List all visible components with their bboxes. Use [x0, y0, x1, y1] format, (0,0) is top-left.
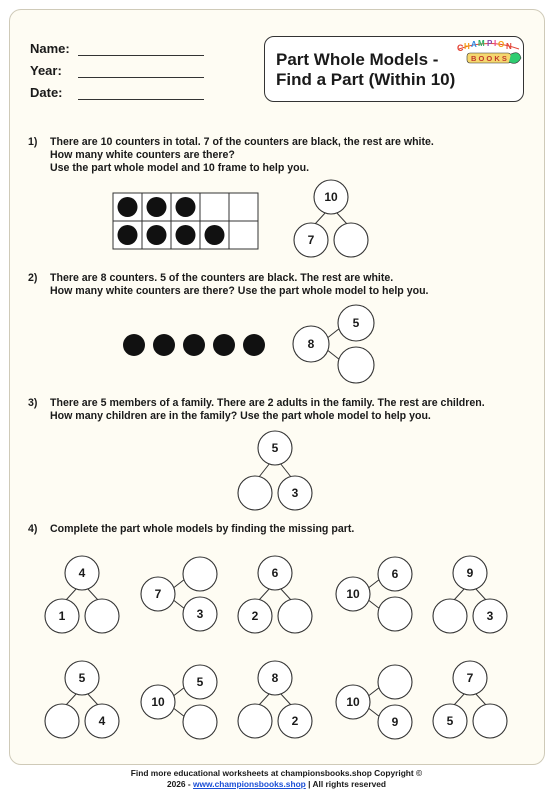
black-counter — [213, 334, 235, 356]
question-2-number: 2) — [28, 272, 38, 284]
q4-model-part-circle-number: 3 — [196, 607, 204, 622]
q4-model-whole-circle-number: 6 — [271, 566, 279, 581]
q4-model-part-circle-number: 2 — [291, 714, 299, 729]
footer-line-2 — [0, 779, 553, 790]
question-2-text-line: There are 8 counters. 5 of the counters are black. The rest are white. — [50, 272, 394, 284]
q4-model-part-circle-number: 5 — [196, 675, 204, 690]
svg-text:O: O — [498, 40, 505, 49]
q1-model-branch — [336, 212, 347, 224]
q4-model-part-circle — [85, 599, 119, 633]
question-4-text-line: Complete the part whole models by finding the missing part. — [50, 523, 355, 535]
q4-model-branch — [66, 693, 77, 705]
question-3-text-line: How many children are in the family? Use the part whole model to help you. — [50, 410, 431, 422]
black-counter — [176, 225, 196, 245]
q1-model-branch — [315, 212, 326, 224]
svg-text:A: A — [471, 40, 477, 49]
footer-rights: | All rights reserved — [305, 779, 387, 789]
q4-model-part-circle — [238, 704, 272, 738]
q2-model-part-circle-number: 5 — [352, 316, 360, 331]
question-1-text-line: How many white counters are there? — [50, 149, 235, 161]
q2-model-whole-circle-number: 8 — [307, 337, 315, 352]
q4-model-branch — [87, 588, 98, 600]
title-line-2: Find a Part (Within 10) — [276, 70, 456, 89]
q4-model-whole-circle-number: 5 — [78, 671, 86, 686]
q2-model-part-circle — [338, 347, 374, 383]
q4-model-part-circle-number: 9 — [391, 715, 399, 730]
black-counter — [176, 197, 196, 217]
title-line-1: Part Whole Models - — [276, 50, 439, 69]
question-3-text-line: There are 5 members of a family. There are 2 adults in the family. The rest are children. — [50, 397, 485, 409]
year-label: Year: — [30, 63, 62, 78]
q4-model-part-circle — [278, 599, 312, 633]
q3-model-branch — [280, 463, 291, 477]
black-counter — [153, 334, 175, 356]
q4-model-branch — [454, 693, 465, 705]
q4-model-part-circle — [183, 705, 217, 739]
date-label: Date: — [30, 85, 63, 100]
footer-year: 2026 - — [166, 779, 194, 789]
q4-model-whole-circle-number: 4 — [78, 566, 86, 581]
black-counter — [205, 225, 225, 245]
q4-model-branch — [475, 588, 486, 600]
svg-text:N: N — [506, 42, 512, 51]
q4-model-part-circle — [473, 704, 507, 738]
q4-model-whole-circle-number: 7 — [154, 587, 162, 602]
q4-model-whole-circle-number: 10 — [346, 587, 360, 602]
q4-model-part-circle — [378, 597, 412, 631]
q4-model-whole-circle-number: 10 — [346, 695, 360, 710]
svg-text:C: C — [457, 43, 464, 53]
question-2-text-line: How many white counters are there? Use the part whole model to help you. — [50, 285, 429, 297]
svg-text:I: I — [494, 40, 497, 48]
q3-model-whole-circle-number: 5 — [271, 441, 279, 456]
q4-model-part-circle — [45, 704, 79, 738]
black-counter — [147, 225, 167, 245]
footer-line-1: Find more educational worksheets at championsbooks.shop Copyright © — [130, 768, 423, 778]
q1-model-whole-circle-number: 10 — [324, 190, 338, 205]
q3-model-part-circle — [238, 476, 272, 510]
question-4-number: 4) — [28, 523, 38, 535]
q4-model-part-circle-number: 4 — [98, 714, 106, 729]
q4-model-branch — [280, 693, 291, 705]
q4-model-part-circle-number: 1 — [58, 609, 66, 624]
q4-model-part-circle-number: 2 — [251, 609, 259, 624]
q3-model-branch — [259, 463, 270, 477]
name-label: Name: — [30, 41, 70, 56]
svg-text:H: H — [464, 42, 470, 51]
black-counter — [123, 334, 145, 356]
q4-model-branch — [259, 588, 270, 600]
q4-model-whole-circle-number: 9 — [466, 566, 474, 581]
black-counter — [243, 334, 265, 356]
q1-model-part-circle-number: 7 — [307, 233, 315, 248]
q4-model-whole-circle-number: 8 — [271, 671, 279, 686]
black-counter — [118, 197, 138, 217]
q4-model-branch — [259, 693, 270, 705]
q4-model-part-circle-number: 3 — [486, 609, 494, 624]
black-counter — [183, 334, 205, 356]
svg-text:B O O K S: B O O K S — [471, 54, 507, 63]
question-1-text-line: There are 10 counters in total. 7 of the counters are black, the rest are white. — [50, 136, 434, 148]
q4-model-branch — [87, 693, 98, 705]
svg-text:P: P — [487, 40, 493, 48]
q4-model-branch — [454, 588, 465, 600]
q4-model-branch — [66, 588, 77, 600]
question-1-text-line: Use the part whole model and 10 frame to help you. — [50, 162, 310, 174]
question-1-number: 1) — [28, 136, 38, 148]
q3-model-part-circle-number: 3 — [291, 486, 299, 501]
q4-model-part-circle-number: 5 — [446, 714, 454, 729]
q4-model-branch — [280, 588, 291, 600]
q4-model-part-circle — [433, 599, 467, 633]
black-counter — [118, 225, 138, 245]
q4-model-whole-circle-number: 10 — [151, 695, 165, 710]
question-3-number: 3) — [28, 397, 38, 409]
q4-model-part-circle-number: 6 — [391, 567, 399, 582]
svg-text:M: M — [478, 40, 485, 48]
footer — [0, 768, 553, 790]
footer-website-link[interactable]: www.championsbooks.shop — [193, 779, 306, 789]
q1-model-part-circle — [334, 223, 368, 257]
q4-model-branch — [475, 693, 486, 705]
black-counter — [147, 197, 167, 217]
q4-model-whole-circle-number: 7 — [466, 671, 474, 686]
q4-model-part-circle — [183, 557, 217, 591]
q4-model-part-circle — [378, 665, 412, 699]
